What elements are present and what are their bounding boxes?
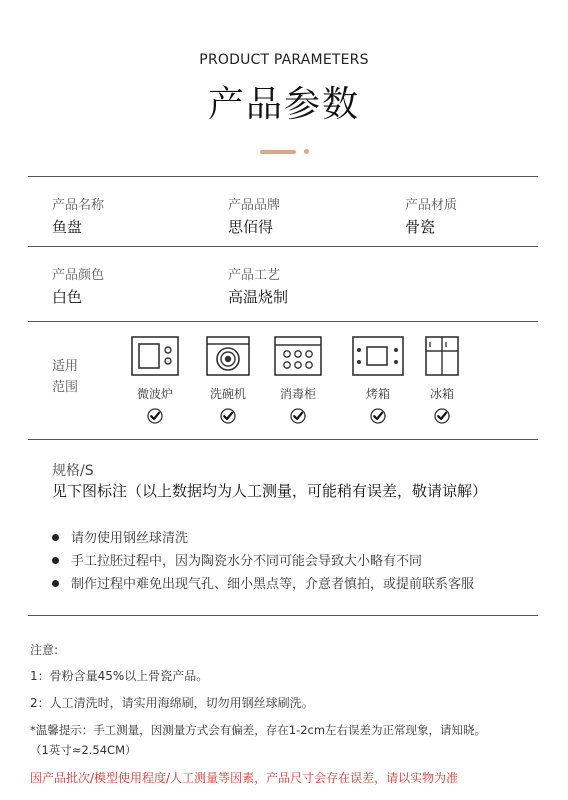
spec-description: 见下图标注（以上数据均为人工测量，可能稍有误差，敬请谅解） [52,482,488,500]
note-item: 1：骨粉含量45%以上骨瓷产品。 [30,669,209,683]
divider [28,246,538,247]
checkmark-icon [290,408,306,424]
checkmark-icon [434,408,450,424]
param-value: 骨瓷 [405,218,436,236]
warning-text: 因产品批次/模型使用程度/人工测量等因素，产品尺寸会存在误差，请以实物为准 [30,771,459,785]
param-label: 产品材质 [405,198,458,213]
notes-title: 注意: [30,643,59,657]
bullet-dot [52,580,59,587]
decoration-dot [304,149,309,154]
appliance-name: 洗碗机 [209,387,246,401]
bullet-text: 手工拉胚过程中，因为陶瓷水分不同可能会导致大小略有不同 [71,554,423,569]
checkmark-icon [220,408,236,424]
fridge-icon [425,336,459,376]
title-chinese: 产品参数 [207,84,360,125]
param-name [52,194,104,237]
bullet-item [52,550,422,569]
bullet-item [52,527,188,546]
bullet-dot [52,557,59,564]
appliance-dishwasher [190,336,266,424]
tip-text: *温馨提示：手工测量，因测量方式会有偏差，存在1-2cm左右误差为正常现象，请知晓。 [30,723,487,737]
title-english: PRODUCT PARAMETERS [199,52,369,68]
divider [28,176,538,177]
appliance-sterilizer [260,336,336,424]
param-value: 高温烧制 [228,288,289,306]
param-label: 产品颜色 [52,268,105,283]
bullet-text: 制作过程中难免出现气孔、细小黑点等，介意者慎拍，或提前联系客服 [71,577,475,592]
divider [28,615,538,616]
divider [28,439,538,440]
bullet-dot [52,534,59,541]
oven-icon [352,336,404,376]
appliance-name: 消毒柜 [279,387,316,401]
decoration-line [260,150,296,154]
divider [28,321,538,322]
spec-label: 规格/S [52,463,94,479]
sterilizer-icon [274,336,322,376]
bullet-text: 请勿使用钢丝球清洗 [71,531,189,546]
param-label: 产品品牌 [228,198,281,213]
appliance-name: 冰箱 [429,387,454,401]
applicable-label-line: 范围 [52,380,79,395]
microwave-icon [131,336,179,376]
param-craft [228,264,288,307]
param-value: 鱼盘 [52,218,83,236]
dishwasher-icon [206,336,250,376]
applicable-label-line: 适用 [52,359,79,374]
note-item: 2：人工清洗时，请实用海绵刷，切勿用钢丝球刷洗。 [30,696,314,710]
param-color [52,264,104,307]
appliance-fridge [404,336,480,424]
param-value: 白色 [52,288,83,306]
applicable-label [52,356,78,398]
param-brand [228,194,280,237]
param-label: 产品名称 [52,198,105,213]
inch-conversion: （1英寸≈2.54CM） [30,743,137,757]
checkmark-icon [147,408,163,424]
checkmark-icon [370,408,386,424]
appliance-name: 微波炉 [136,387,173,401]
appliance-microwave [117,336,193,424]
param-label: 产品工艺 [228,268,281,283]
bullet-item [52,573,474,592]
param-value: 思佰得 [228,218,274,236]
param-material [405,194,457,237]
appliance-name: 烤箱 [365,387,390,401]
